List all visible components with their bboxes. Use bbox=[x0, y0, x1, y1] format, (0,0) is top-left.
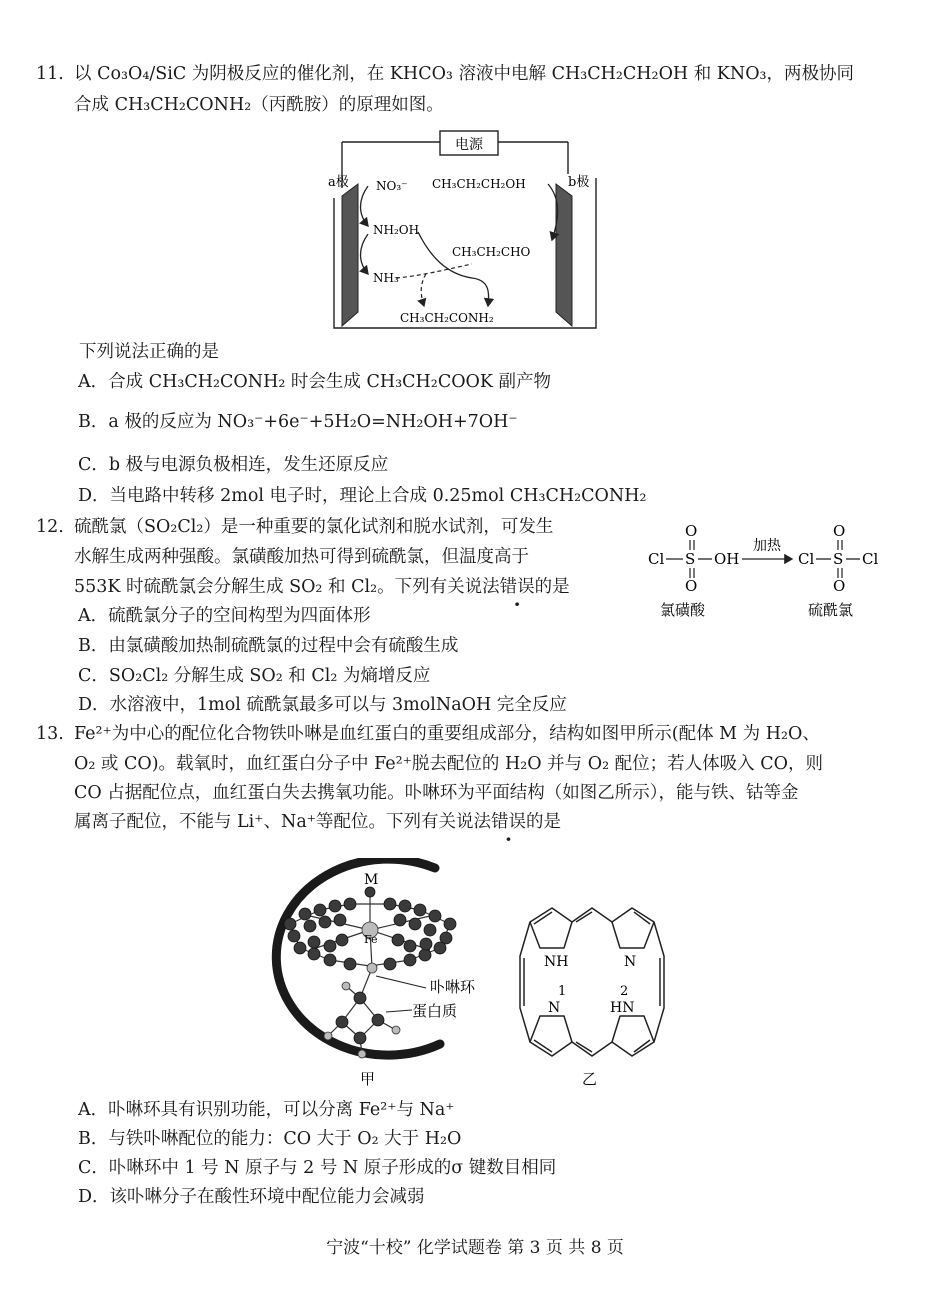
q12-number: 12. bbox=[36, 517, 64, 537]
electrode-b-label: b极 bbox=[568, 175, 590, 190]
svg-text:Cl: Cl bbox=[648, 550, 665, 568]
porphyrin-ring-label: 卟啉环 bbox=[430, 978, 476, 996]
electrode-a-label: a极 bbox=[328, 175, 349, 190]
n-top-label: N bbox=[624, 954, 637, 970]
q13-stem-line4: 属离子配位，不能与 Li⁺、Na⁺等配位。下列有关说法错误的是 bbox=[74, 812, 561, 832]
q12-emphasis-wrong: 错误 bbox=[499, 577, 535, 597]
svg-text:OH: OH bbox=[714, 550, 740, 568]
q12-option-b: B．由氯磺酸加热制硫酰氯的过程中会有硫酸生成 bbox=[78, 636, 459, 656]
fe-label: Fe bbox=[364, 933, 378, 946]
q13-number: 13. bbox=[36, 724, 64, 744]
svg-text:O: O bbox=[685, 577, 698, 595]
protein-label: 蛋白质 bbox=[412, 1002, 458, 1020]
propanamide-label: CH₃CH₂CONH₂ bbox=[400, 311, 494, 325]
q13-stem-line3: CO 占据配位点，血红蛋白失去携氧功能。卟啉环为平面结构（如图乙所示），能与铁、钴等金 bbox=[74, 783, 799, 803]
hn-bottom-label: HN bbox=[610, 1000, 635, 1016]
n-number-1: 1 bbox=[558, 984, 567, 999]
heat-label: 加热 bbox=[753, 538, 781, 554]
q12-option-a: A．硫酰氯分子的空间构型为四面体形 bbox=[78, 606, 371, 626]
n-number-2: 2 bbox=[620, 984, 629, 999]
q11-option-b: B．a 极的反应为 NO₃⁻+6e⁻+5H₂O=NH₂OH+7OH⁻ bbox=[78, 412, 518, 432]
no3-label: NO₃⁻ bbox=[376, 179, 408, 193]
q13-option-b: B．与铁卟啉配位的能力：CO 大于 O₂ 大于 H₂O bbox=[78, 1129, 462, 1149]
q11-number: 11. bbox=[36, 64, 64, 84]
nh-top-label: NH bbox=[544, 954, 569, 970]
chlorosulfonic-acid-name: 氯磺酸 bbox=[660, 601, 706, 619]
q13-option-c: C．卟啉环中 1 号 N 原子与 2 号 N 原子形成的σ 键数目相同 bbox=[78, 1158, 557, 1178]
q13-stem-line1: Fe²⁺为中心的配位化合物铁卟啉是血红蛋白的重要组成部分，结构如图甲所示(配体 M 为 H₂O、 bbox=[74, 724, 820, 744]
figure-jia-iron-porphyrin bbox=[250, 858, 500, 1092]
svg-text:O: O bbox=[685, 522, 698, 540]
svg-text:S: S bbox=[685, 550, 696, 568]
svg-text:O: O bbox=[833, 577, 846, 595]
q13-emphasis-wrong: 错误 bbox=[491, 812, 526, 832]
page-footer: 宁波“十校” 化学试题卷 第 3 页 共 8 页 bbox=[326, 1238, 624, 1258]
figure-jia-caption: 甲 bbox=[360, 1070, 376, 1088]
q11-prompt: 下列说法正确的是 bbox=[79, 342, 219, 362]
power-label: 电源 bbox=[455, 137, 483, 153]
svg-text:Cl: Cl bbox=[862, 550, 879, 568]
q12-option-c: C．SO₂Cl₂ 分解生成 SO₂ 和 Cl₂ 为熵增反应 bbox=[78, 666, 431, 686]
figure-yi-caption: 乙 bbox=[582, 1070, 598, 1088]
ligand-m-label: M bbox=[364, 872, 379, 888]
electrode-a bbox=[342, 184, 358, 326]
q12-stem-line3: 553K 时硫酰氯会分解生成 SO₂ 和 Cl₂。下列有关说法错误的是 bbox=[74, 577, 570, 597]
q13-stem-line2: O₂ 或 CO)。载氧时，血红蛋白分子中 Fe²⁺脱去配位的 H₂O 并与 O₂ 配位；若人体吸入 CO，则 bbox=[74, 754, 823, 774]
q13-option-a: A．卟啉环具有识别功能，可以分离 Fe²⁺与 Na⁺ bbox=[78, 1100, 455, 1120]
q11-stem-line1: 以 Co₃O₄/SiC 为阴极反应的催化剂，在 KHCO₃ 溶液中电解 CH₃CH₂CH₂OH 和 KNO₃，两极协同 bbox=[74, 64, 855, 84]
propanol-label: CH₃CH₂CH₂OH bbox=[432, 177, 526, 191]
figure-yi-porphyrin bbox=[512, 900, 672, 1090]
svg-text:O: O bbox=[833, 522, 846, 540]
electrolysis-diagram bbox=[320, 128, 610, 334]
q12-option-d: D．水溶液中，1mol 硫酰氯最多可以与 3molNaOH 完全反应 bbox=[78, 695, 567, 715]
svg-text:S: S bbox=[833, 550, 844, 568]
q12-stem-line2: 水解生成两种强酸。氯磺酸加热可得到硫酰氯，但温度高于 bbox=[74, 547, 529, 567]
q13-option-d: D．该卟啉分子在酸性环境中配位能力会减弱 bbox=[78, 1187, 425, 1207]
svg-text:Cl: Cl bbox=[798, 550, 815, 568]
n-bottom-label: N bbox=[548, 1000, 561, 1016]
electrode-b bbox=[556, 184, 572, 326]
nh2oh-label: NH₂OH bbox=[373, 223, 420, 237]
chlorosulfonic-scheme bbox=[648, 518, 888, 620]
q11-option-d: D．当电路中转移 2mol 电子时，理论上合成 0.25mol CH₃CH₂CONH₂ bbox=[78, 486, 647, 506]
q11-stem-line2: 合成 CH₃CH₂CONH₂（丙酰胺）的原理如图。 bbox=[74, 95, 444, 115]
propanal-label: CH₃CH₂CHO bbox=[452, 245, 531, 259]
q12-stem-line1: 硫酰氯（SO₂Cl₂）是一种重要的氯化试剂和脱水试剂，可发生 bbox=[74, 517, 554, 537]
sulfuryl-chloride-name: 硫酰氯 bbox=[808, 601, 854, 619]
q11-option-c: C．b 极与电源负极相连，发生还原反应 bbox=[78, 455, 389, 475]
nh3-label: NH₃ bbox=[373, 271, 399, 285]
q11-option-a: A．合成 CH₃CH₂CONH₂ 时会生成 CH₃CH₂COOK 副产物 bbox=[78, 372, 552, 392]
